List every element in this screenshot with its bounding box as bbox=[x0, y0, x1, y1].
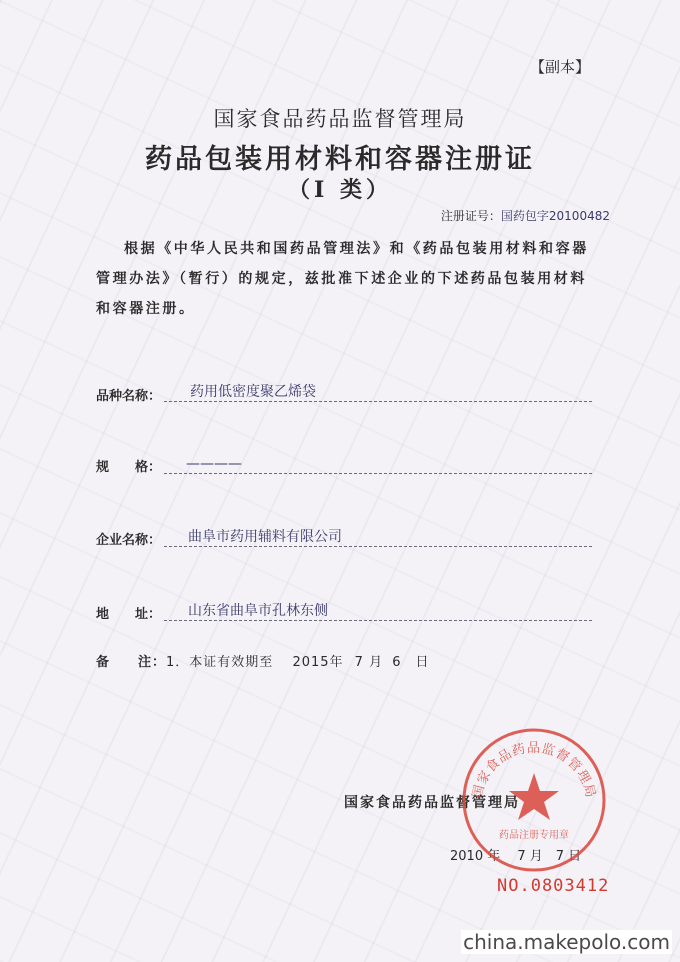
official-seal bbox=[459, 725, 609, 875]
certificate-class: （I 类） bbox=[288, 177, 392, 203]
issue-date: 2010 年 7 月 7 日 bbox=[450, 849, 582, 864]
copy-tag: 【副本】 bbox=[529, 58, 590, 76]
product-line bbox=[164, 381, 592, 402]
seal-outer-text: 国家食品药品监督管理局 bbox=[470, 741, 598, 800]
notes-item-prefix: 1．本证有效期至 bbox=[166, 655, 274, 670]
product-value: 药用低密度聚乙烯袋 bbox=[190, 384, 316, 400]
company-label: 企业名称： bbox=[96, 533, 162, 548]
company-line bbox=[164, 526, 592, 547]
notes-year: 2015年 bbox=[292, 655, 344, 670]
serial-number: NO.0803412 bbox=[497, 876, 610, 896]
issuing-agency: 国家食品药品监督管理局 bbox=[213, 107, 467, 131]
address-line bbox=[164, 600, 592, 621]
issuer-signature: 国家食品药品监督管理局 bbox=[344, 795, 520, 811]
spec-label: 规 格： bbox=[96, 460, 162, 475]
address-value: 山东省曲阜市孔林东侧 bbox=[188, 603, 328, 619]
registration-value: 国药包字20100482 bbox=[500, 209, 610, 223]
spec-line bbox=[164, 453, 592, 474]
registration-label: 注册证号： bbox=[440, 209, 501, 223]
site-watermark: china.makepolo.com bbox=[463, 930, 670, 954]
notes-month: 7 月 bbox=[354, 655, 384, 670]
spec-value: ———— bbox=[186, 456, 242, 472]
seal-star-icon bbox=[509, 773, 559, 820]
address-label: 地 址： bbox=[96, 607, 162, 622]
approval-statement: 根据《中华人民共和国药品管理法》和《药品包装用材料和容器管理办法》（暂行）的规定，兹批准下述企业的下述药品包装用材料和容器注册。 bbox=[96, 241, 589, 317]
notes-row bbox=[96, 651, 430, 670]
certificate-title: 药品包装用材料和容器注册证 bbox=[145, 144, 535, 175]
company-value: 曲阜市药用辅料有限公司 bbox=[188, 529, 342, 545]
product-label: 品种名称： bbox=[96, 389, 162, 404]
seal-inner-text: 药品注册专用章 bbox=[499, 830, 569, 841]
registration-number bbox=[441, 207, 610, 224]
notes-label: 备 注： bbox=[96, 655, 167, 670]
notes-day: 6 日 bbox=[392, 655, 430, 670]
